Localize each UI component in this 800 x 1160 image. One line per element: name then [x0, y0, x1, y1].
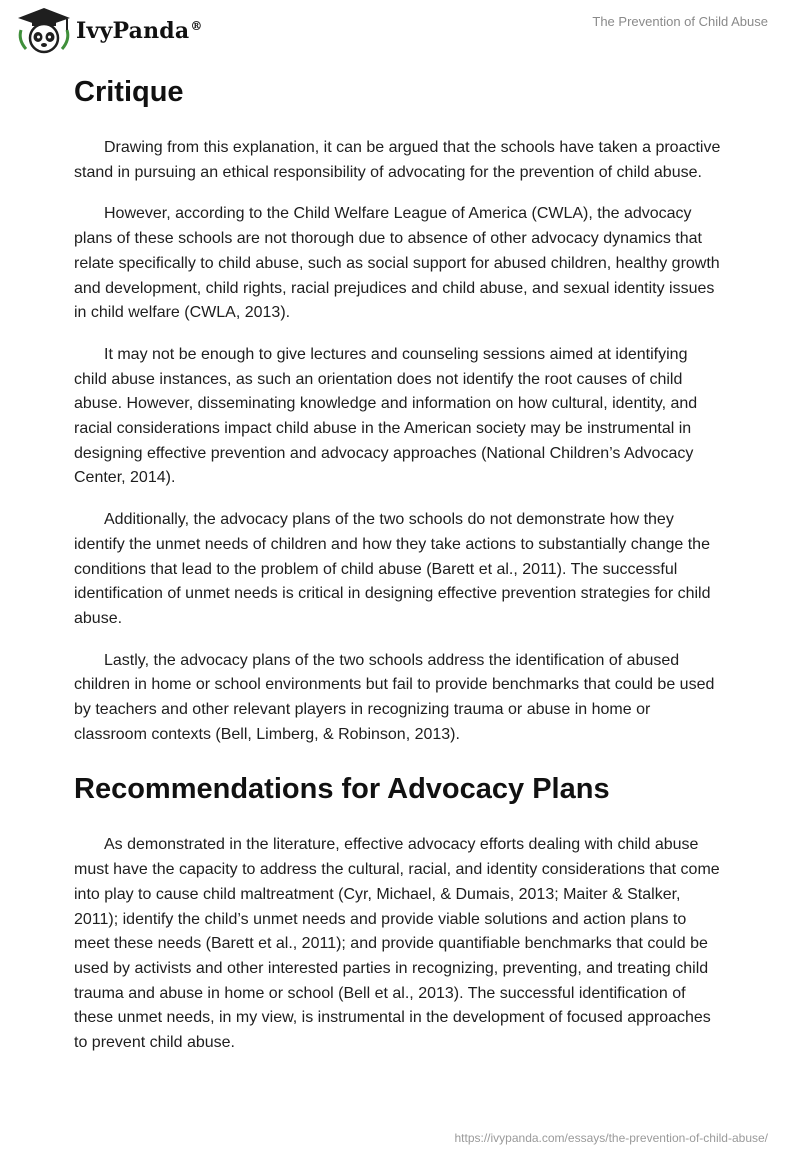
paragraph: However, according to the Child Welfare League of America (CWLA), the advocacy plans of these schools are not thorough due to absence of other advocacy dynamics that relate specifically to child abuse, such as social support for abused children, healthy growth and development, child rights, racial prejudices and child abuse, and sexual identity issues in child welfare (CWLA, 2013). — [74, 205, 720, 322]
running-title: The Prevention of Child Abuse — [592, 14, 768, 29]
source-url[interactable]: https://ivypanda.com/essays/the-prevention-of-child-abuse/ — [454, 1131, 768, 1145]
section-heading-critique: Critique — [74, 76, 184, 108]
paragraph: It may not be enough to give lectures and counseling sessions aimed at identifying child abuse instances, as such an orientation does not identify the root causes of child abuse. However, disseminating knowledge and information on how cultural, identity, and racial considerations impact child abuse in the American society may be instrumental in designing effective prevention and advocacy approaches (National Children’s Advocacy Center, 2014). — [74, 345, 698, 487]
essay-content — [74, 72, 724, 1073]
panda-graduate-icon — [14, 6, 74, 56]
paragraph: Lastly, the advocacy plans of the two schools address the identification of abused children in home or school environments but fail to provide benchmarks that could be used by teachers and other relevant players in recognizing trauma or abuse in home or classroom contexts (Bell, Limberg, & Robinson, 2013). — [74, 651, 715, 743]
logo-wordmark: IvyPanda® — [76, 18, 203, 44]
page-header — [0, 0, 800, 60]
paragraph: Additionally, the advocacy plans of the two schools do not demonstrate how they identify the unmet needs of children and how they take actions to substantially change the conditions that lead to the problem of child abuse (Barett et al., 2011). The successful identification of unmet needs is critical in designing effective prevention strategies for child abuse. — [74, 511, 711, 627]
section-heading-recommendations: Recommendations for Advocacy Plans — [74, 773, 610, 806]
paragraph: As demonstrated in the literature, effective advocacy efforts dealing with child abuse must have the capacity to address the cultural, racial, and identity considerations that come into play to cause child maltreatment (Cyr, Michael, & Dumais, 2013; Maiter & Stalker, 2011); identify the child’s unmet needs and provide viable solutions and action plans to meet these needs (Barett et al., 2011); and provide quantifiable benchmarks that could be used by activists and other interested parties in recognizing, preventing, and treating child trauma and abuse in home or school (Bell et al., 2013). The successful identification of these unmet needs, in my view, is instrumental in the development of focused approaches to prevent child abuse. — [74, 836, 720, 1052]
ivypanda-logo[interactable] — [14, 6, 203, 56]
paragraph: Drawing from this explanation, it can be argued that the schools have taken a proactive stand in pursuing an ethical responsibility of advocating for the prevention of child abuse. — [74, 139, 721, 181]
